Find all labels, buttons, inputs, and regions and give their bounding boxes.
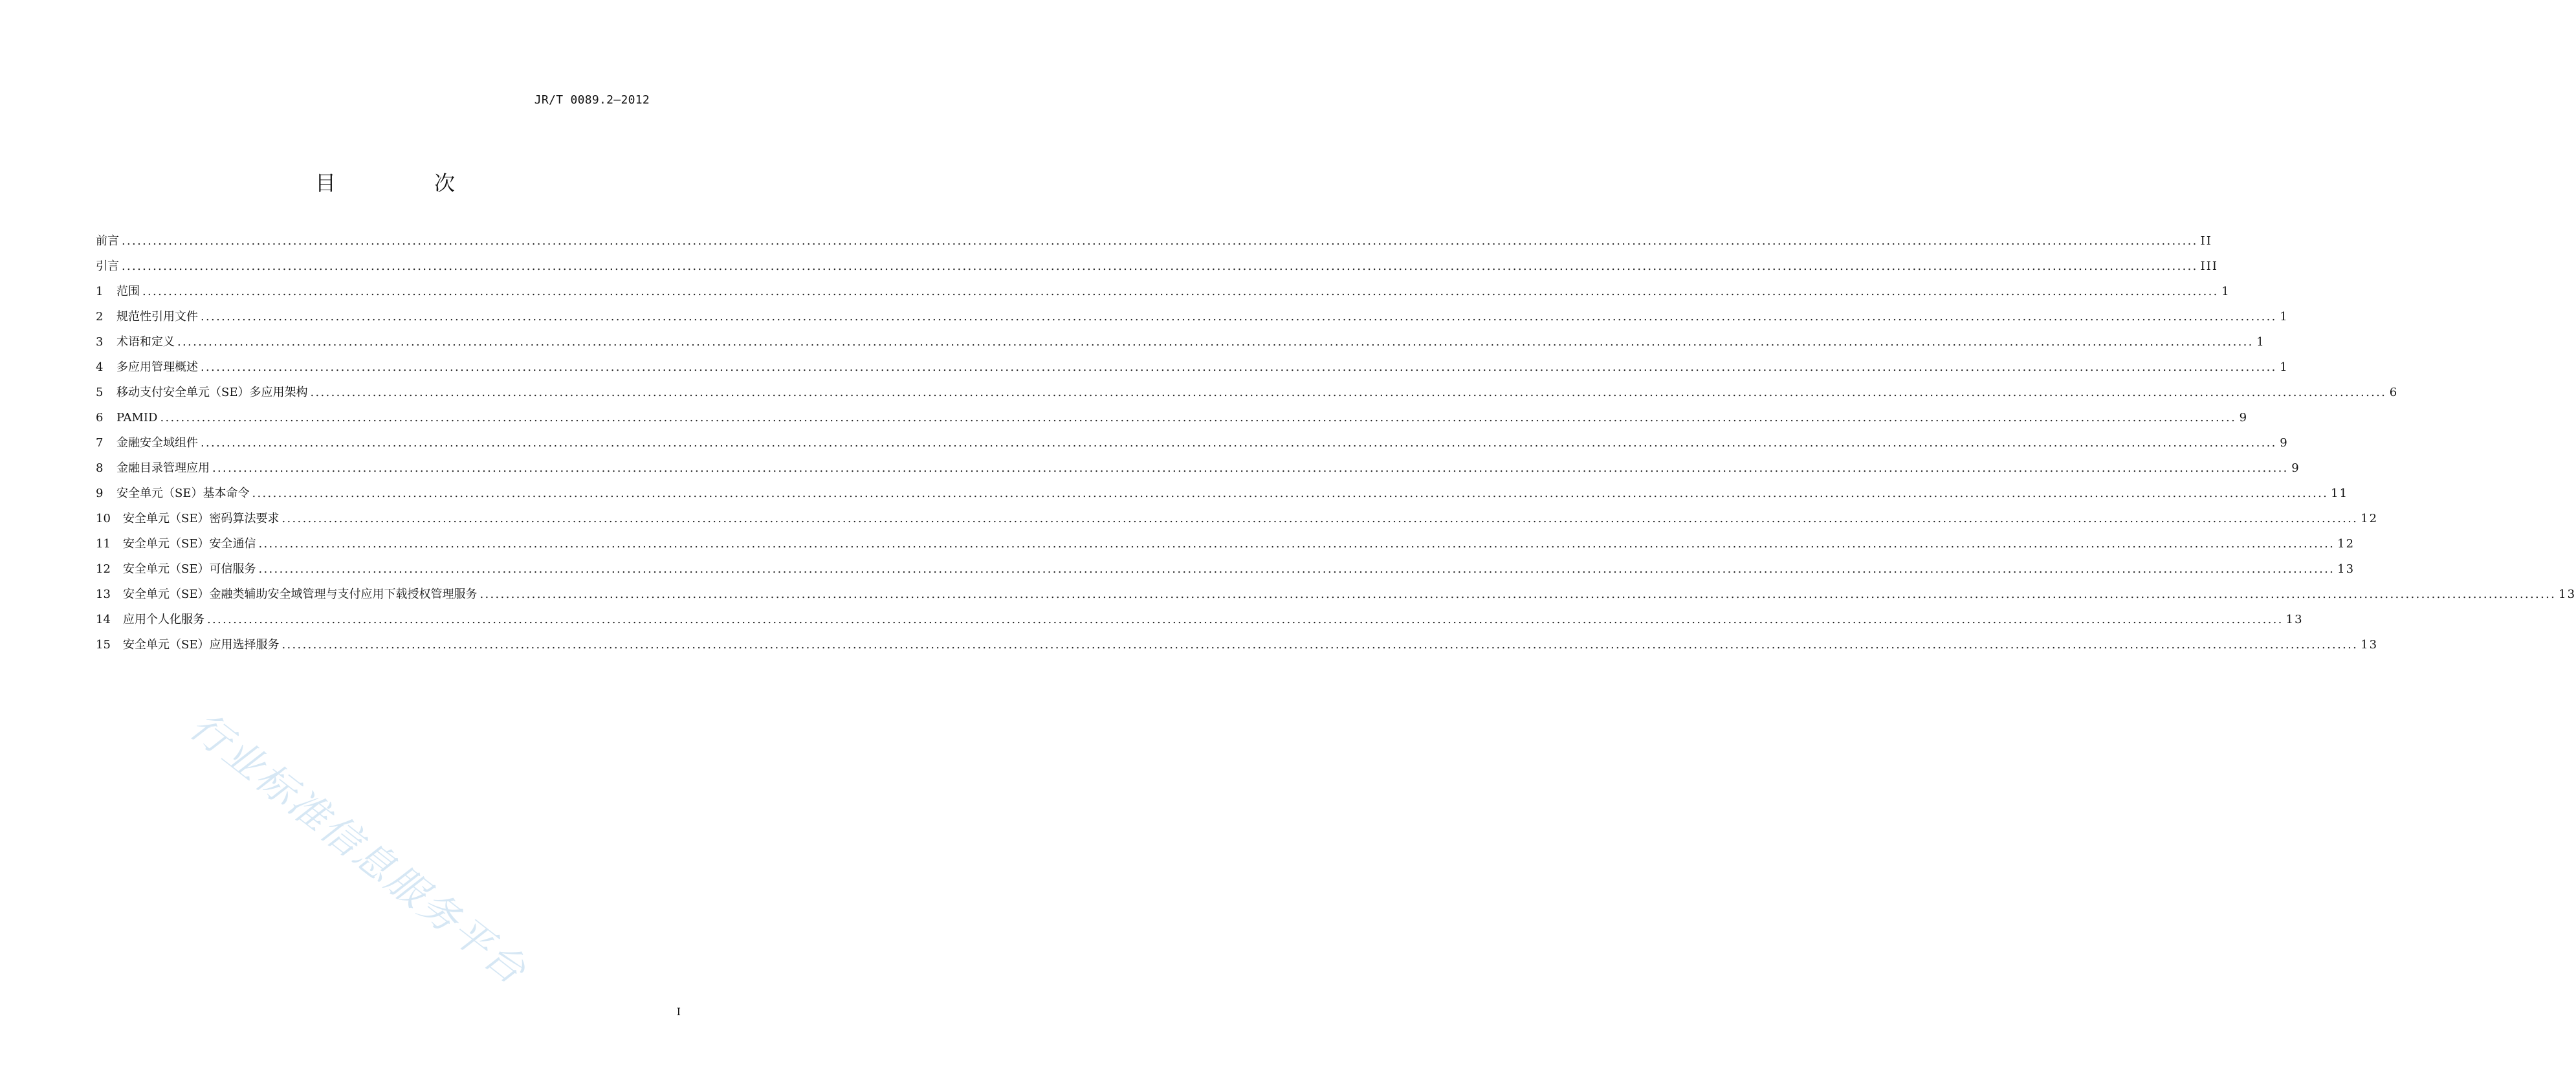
toc-dot-leader: ................................................................................................................................................................................................................................................................................................................................................................................................................ <box>310 386 2387 399</box>
toc-entry[interactable] <box>96 359 2289 384</box>
toc-dot-leader: ................................................................................................................................................................................................................................................................................................................................................................................................................ <box>479 588 2557 601</box>
toc-entry[interactable] <box>96 410 2249 435</box>
toc-entry-label: 规范性引用文件 <box>116 310 198 324</box>
toc-entry-label: 范围 <box>116 285 140 298</box>
toc-entry-label: 安全单元（SE）密码算法要求 <box>123 512 280 525</box>
toc-entry-number: 8 <box>96 461 104 475</box>
toc-entry-label: 安全单元（SE）可信服务 <box>123 562 256 576</box>
toc-entry-label: 金融目录管理应用 <box>116 461 210 475</box>
toc-entry[interactable] <box>96 536 2355 561</box>
toc-entry-label: PAMID <box>116 411 158 424</box>
toc-entry-number: 2 <box>96 310 104 324</box>
toc-dot-leader: ................................................................................................................................................................................................................................................................................................................................................................................................................ <box>207 613 2284 626</box>
toc-entry-page: 9 <box>2280 436 2289 450</box>
toc-entry-page: 9 <box>2239 411 2249 424</box>
table-of-contents <box>96 233 2576 662</box>
toc-entry-number: 13 <box>96 588 111 601</box>
toc-dot-leader: ................................................................................................................................................................................................................................................................................................................................................................................................................ <box>258 537 2335 551</box>
toc-entry[interactable] <box>96 258 2219 283</box>
toc-entry-label: 金融安全域组件 <box>116 436 198 450</box>
toc-entry-label: 术语和定义 <box>116 335 175 349</box>
toc-entry-number: 6 <box>96 411 104 424</box>
toc-entry-number: 11 <box>96 537 111 551</box>
toc-dot-leader: ................................................................................................................................................................................................................................................................................................................................................................................................................ <box>122 234 2198 248</box>
toc-entry-page: 1 <box>2256 335 2265 349</box>
toc-dot-leader: ................................................................................................................................................................................................................................................................................................................................................................................................................ <box>142 285 2219 298</box>
toc-entry[interactable] <box>96 283 2230 309</box>
toc-entry-label: 安全单元（SE）基本命令 <box>116 487 250 500</box>
toc-entry-page: 13 <box>2559 588 2576 601</box>
toc-entry[interactable] <box>96 611 2304 637</box>
toc-entry-page: III <box>2200 259 2219 273</box>
toc-entry-label: 应用个人化服务 <box>123 613 204 626</box>
toc-entry-page: 1 <box>2221 285 2230 298</box>
toc-entry-page: 12 <box>2361 512 2379 525</box>
toc-entry[interactable] <box>96 511 2379 536</box>
toc-dot-leader: ................................................................................................................................................................................................................................................................................................................................................................................................................ <box>252 487 2329 500</box>
toc-entry-number: 5 <box>96 386 104 399</box>
toc-entry-label: 安全单元（SE）安全通信 <box>123 537 256 551</box>
toc-entry-page: 13 <box>2285 613 2304 626</box>
toc-entry-page: 13 <box>2337 562 2355 576</box>
toc-entry[interactable] <box>96 485 2349 511</box>
toc-dot-leader: ................................................................................................................................................................................................................................................................................................................................................................................................................ <box>281 638 2359 652</box>
toc-entry[interactable] <box>96 309 2289 334</box>
toc-dot-leader: ................................................................................................................................................................................................................................................................................................................................................................................................................ <box>177 335 2254 349</box>
toc-entry[interactable] <box>96 561 2355 586</box>
toc-dot-leader: ................................................................................................................................................................................................................................................................................................................................................................................................................ <box>258 562 2335 576</box>
toc-entry-label: 移动支付安全单元（SE）多应用架构 <box>116 386 308 399</box>
toc-entry-number: 4 <box>96 360 104 374</box>
standard-code: JR/T 0089.2—2012 <box>534 93 650 107</box>
toc-entry-label: 安全单元（SE）应用选择服务 <box>123 638 280 652</box>
toc-entry-number: 3 <box>96 335 104 349</box>
page-number: I <box>676 1006 681 1018</box>
toc-entry[interactable] <box>96 334 2265 359</box>
toc-entry-number: 10 <box>96 512 111 525</box>
toc-dot-leader: ................................................................................................................................................................................................................................................................................................................................................................................................................ <box>201 310 2277 324</box>
toc-entry[interactable] <box>96 384 2399 410</box>
toc-entry-label: 引言 <box>96 259 119 273</box>
toc-dot-leader: ................................................................................................................................................................................................................................................................................................................................................................................................................ <box>212 461 2289 475</box>
toc-entry-page: 6 <box>2389 386 2399 399</box>
toc-entry-page: II <box>2200 234 2212 248</box>
toc-dot-leader: ................................................................................................................................................................................................................................................................................................................................................................................................................ <box>201 360 2277 374</box>
page-title: 目 次 <box>314 171 494 195</box>
toc-entry-page: 1 <box>2280 360 2289 374</box>
toc-dot-leader: ................................................................................................................................................................................................................................................................................................................................................................................................................ <box>160 411 2237 424</box>
toc-entry-label: 前言 <box>96 234 119 248</box>
toc-entry[interactable] <box>96 435 2289 460</box>
toc-dot-leader: ................................................................................................................................................................................................................................................................................................................................................................................................................ <box>201 436 2277 450</box>
toc-entry-page: 11 <box>2331 487 2349 500</box>
toc-entry-page: 1 <box>2280 310 2289 324</box>
toc-entry[interactable] <box>96 637 2379 662</box>
toc-dot-leader: ................................................................................................................................................................................................................................................................................................................................................................................................................ <box>281 512 2359 525</box>
toc-entry-number: 9 <box>96 487 104 500</box>
toc-dot-leader: ................................................................................................................................................................................................................................................................................................................................................................................................................ <box>122 259 2198 273</box>
toc-entry-label: 多应用管理概述 <box>116 360 198 374</box>
watermark-text: 行业标准信息服务平台 <box>181 703 536 995</box>
toc-entry[interactable] <box>96 233 2212 258</box>
toc-entry-page: 13 <box>2361 638 2379 652</box>
toc-entry-number: 14 <box>96 613 111 626</box>
toc-entry-number: 15 <box>96 638 111 652</box>
toc-entry-page: 9 <box>2291 461 2300 475</box>
toc-entry-page: 12 <box>2337 537 2355 551</box>
toc-entry-label: 安全单元（SE）金融类辅助安全域管理与支付应用下载授权管理服务 <box>123 588 478 601</box>
toc-entry-number: 1 <box>96 285 104 298</box>
toc-entry-number: 7 <box>96 436 104 450</box>
toc-entry-number: 12 <box>96 562 111 576</box>
toc-entry[interactable] <box>96 460 2300 485</box>
toc-entry[interactable] <box>96 586 2576 611</box>
